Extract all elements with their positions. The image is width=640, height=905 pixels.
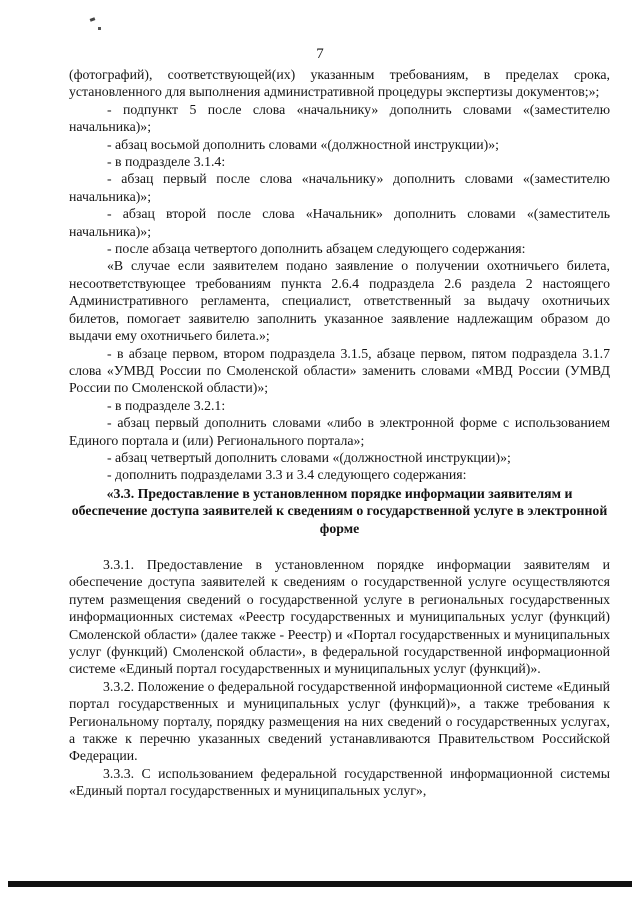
scan-edge-rule [8, 881, 632, 887]
paragraph: - абзац четвертый дополнить словами «(должностной инструкции)»; [107, 449, 511, 465]
document-body [69, 66, 610, 800]
scan-speck [90, 17, 96, 22]
paragraph: - в абзаце первом, втором подраздела 3.1.5, абзаце первом, пятом подраздела 3.1.7 слова «УМВД России по Смоленской области» заменить словами «МВД России (УМВД России по Смоленской области)»; [69, 345, 610, 396]
paragraph: - в подразделе 3.1.4: [107, 154, 226, 170]
paragraph: - в подразделе 3.2.1: [107, 397, 226, 413]
page-number: 7 [316, 46, 324, 62]
section-paragraph: 3.3.1. Предоставление в установленном порядке информации заявителям и обеспечение доступа заявителей к сведениям о государственной услуге осуществляются путем размещения сведений о государственной услуге в региональных государственных информационных системах «Реестр государственных и муниципальных услуг (функций) Смоленской области» (далее также - Реестр) и «Портал государственных и муниципальных услуг (функций) Смоленской области», в федеральной государственной информационной системе «Единый портал государственных и муниципальных услуг (функций)». [69, 556, 610, 677]
paragraph: (фотографий), соответствующей(их) указанным требованиям, в пределах срока, установленного для выполнения административной процедуры экспертизы документов;»; [69, 67, 610, 100]
paragraph: - абзац первый после слова «начальнику» дополнить словами «(заместителю начальника)»; [69, 171, 610, 204]
paragraph: «В случае если заявителем подано заявление о получении охотничьего билета, несоответствующее требованиям пункта 2.6.4 подраздела 2.6 раздела 2 настоящего Административного регламента, специалист, ответственный за выдачу охотничьих билетов, помогает заявителю заполнить указанное заявление надлежащим образом до выдачи ему охотничьего билета.»; [69, 258, 610, 344]
paragraph: - после абзаца четвертого дополнить абзацем следующего содержания: [107, 241, 526, 257]
paragraph: - абзац восьмой дополнить словами «(должностной инструкции)»; [107, 136, 499, 152]
scan-speck [98, 27, 101, 30]
paragraph: - дополнить подразделами 3.3 и 3.4 следующего содержания: [107, 467, 467, 483]
spacer [69, 537, 610, 556]
paragraph: - подпункт 5 после слова «начальнику» дополнить словами «(заместителю начальника)»; [69, 101, 610, 135]
section-paragraph: 3.3.2. Положение о федеральной государственной информационной системе «Единый портал государственных и муниципальных услуг (функций)», а также требования к Региональному порталу, порядку размещения на них сведений о государственных услугах, а также к перечню указанных сведений устанавливаются Правительством Российской Федерации. [69, 678, 610, 764]
paragraph: - абзац второй после слова «Начальник» дополнить словами «(заместитель начальника)»; [69, 206, 610, 239]
section-paragraph: 3.3.3. С использованием федеральной государственной информационной системы «Единый портал государственных и муниципальных услуг», [69, 765, 610, 799]
paragraph: - абзац первый дополнить словами «либо в электронной форме с использованием Единого портала и (или) Регионального портала»; [69, 415, 610, 448]
section-heading: «3.3. Предоставление в установленном порядке информации заявителям и обеспечение доступа заявителей к сведениям о государственной услуге в электронной форме [71, 485, 608, 536]
